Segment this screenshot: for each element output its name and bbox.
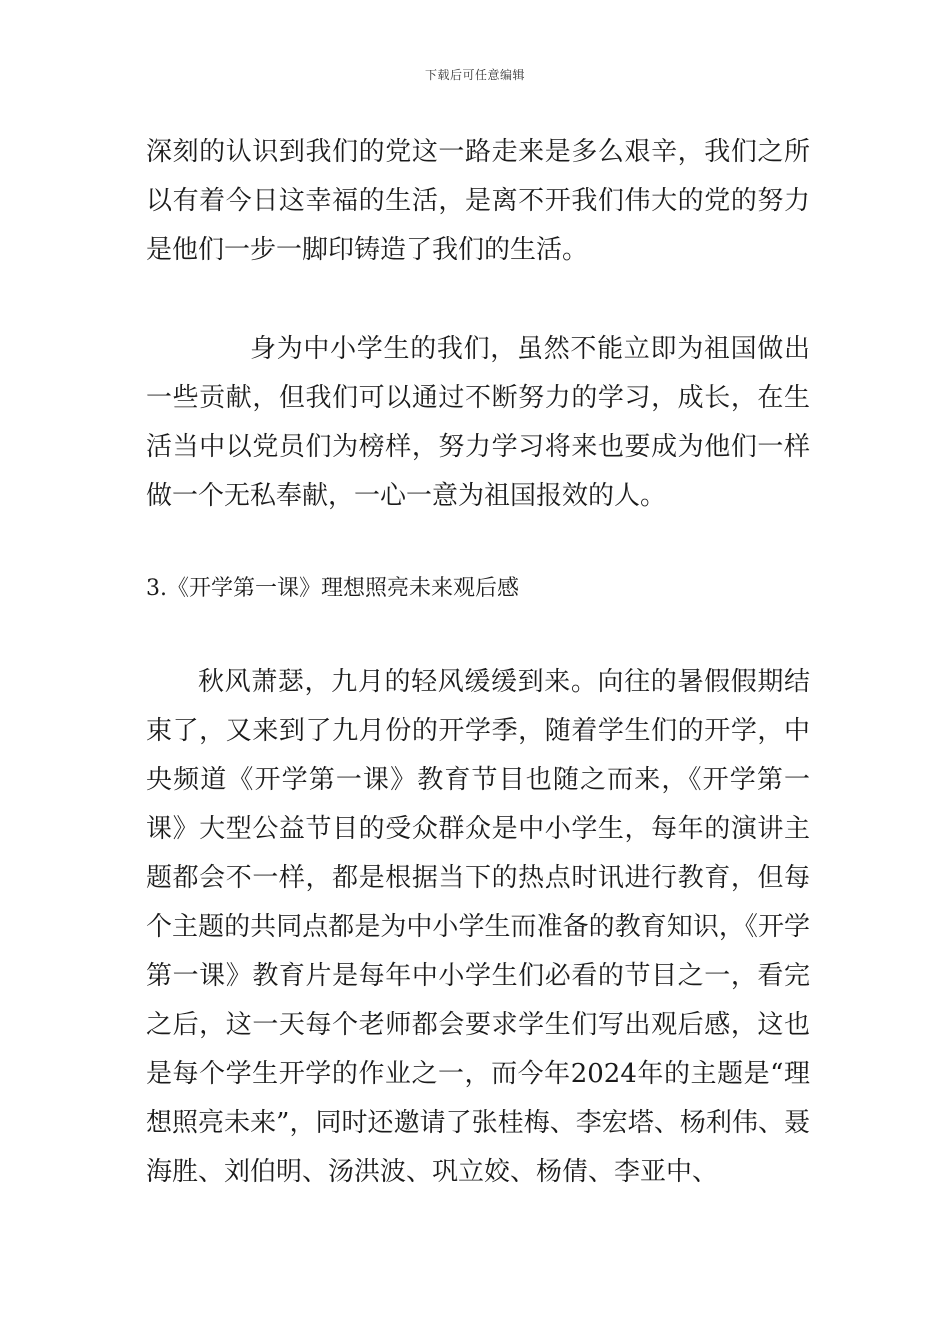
body-paragraph: 身为中小学生的我们，虽然不能立即为祖国做出一些贡献，但我们可以通过不断努力的学习，成长，在生活当中以党员们为榜样，努力学习将来也要成为他们一样做一个无私奉献，一心一意为祖国报效的人。 [146,334,810,511]
section-heading: 3.《开学第一课》理想照亮未来观后感 [146,576,519,601]
body-paragraph: 秋风萧瑟，九月的轻风缓缓到来。向往的暑假假期结束了，又来到了九月份的开学季，随着学生们的开学，中央频道《开学第一课》教育节目也随之而来，《开学第一课》大型公益节目的受众群众是中小学生，每年的演讲主题都会不一样，都是根据当下的热点时讯进行教育，但每个主题的共同点都是为中小学生而准备的教育知识，《开学第一课》教育片是每年中小学生们必看的节目之一，看完之后，这一天每个老师都会要求学生们写出观后感，这也是每个学生开学的作业之一，而今年2024年的主题是“理想照亮未来”，同时还邀请了张桂梅、李宏塔、杨利伟、聂海胜、刘伯明、汤洪波、巩立姣、杨倩、李亚中、 [146,667,810,1187]
document-body [146,128,810,1197]
page-header: 下载后可任意编辑 [424,68,525,82]
body-paragraph: 深刻的认识到我们的党这一路走来是多么艰辛，我们之所以有着今日这幸福的生活，是离不开我们伟大的党的努力是他们一步一脚印铸造了我们的生活。 [146,137,810,265]
